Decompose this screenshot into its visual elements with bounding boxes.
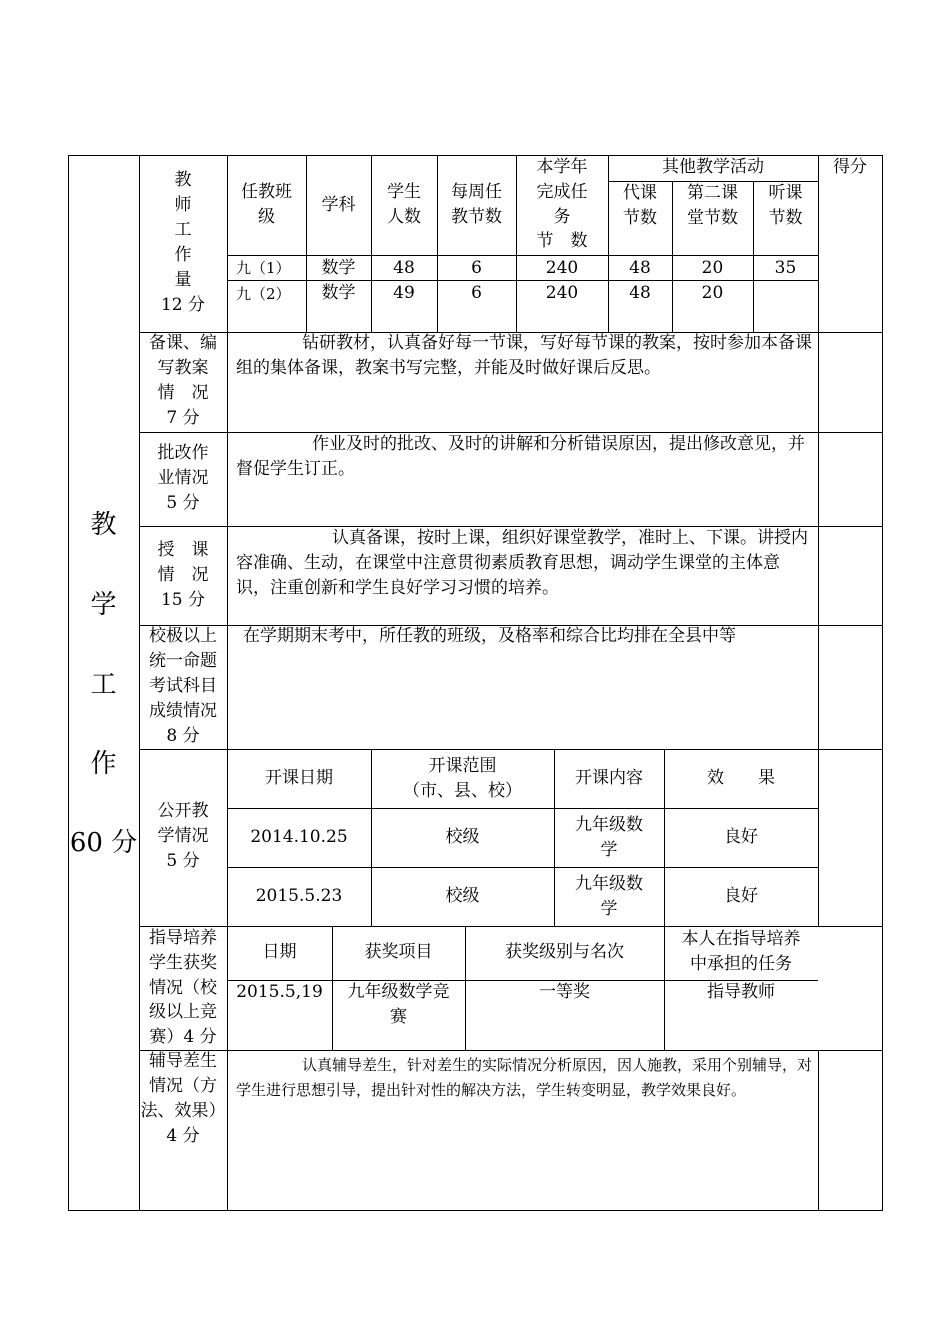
- homework-text: 作业及时的批改、及时的讲解和分析错误原因，提出修改意见，并督促学生订正。: [236, 434, 805, 479]
- header-weekly: 教节数: [451, 207, 502, 227]
- exam-text: 在学期期末考中，所任教的班级，及格率和综合比均排在全县中等: [243, 626, 736, 646]
- row-weekly: 6: [471, 258, 482, 278]
- guidance-date: 2015.5,19: [236, 982, 323, 1002]
- row-students: 49: [393, 283, 415, 303]
- tutoring-text: 认真辅导差生，针对差生的实际情况分析原因，因人施教，采用个别辅导，对学生进行思想引导，提出针对性的解决方法，学生转变明显，教学效果良好。: [236, 1056, 813, 1099]
- row-substitute: 48: [629, 258, 651, 278]
- row-students: 48: [393, 258, 415, 278]
- row-weekly: 6: [471, 283, 482, 303]
- lesson-prep-label: 7 分: [166, 408, 200, 428]
- header-term: 务: [553, 207, 571, 227]
- row-second: 20: [701, 283, 724, 303]
- homework-label: 5 分: [166, 493, 200, 513]
- row-observe: 35: [774, 258, 797, 278]
- exam-label: 考试科目: [149, 676, 217, 696]
- guidance-level: 一等奖: [539, 982, 590, 1002]
- header-students: 人数: [387, 207, 421, 227]
- workload-label: 作: [174, 245, 192, 265]
- open-class-header-scope: 开课范围: [428, 756, 497, 776]
- section-title-char: 教: [90, 510, 117, 540]
- open-class-content: 九年级数: [575, 815, 643, 835]
- teaching-label: 情 况: [157, 565, 209, 585]
- guidance-label: 指导培养: [149, 928, 217, 948]
- header-observe: 听课: [768, 183, 803, 203]
- header-substitute: 代课: [623, 183, 657, 203]
- homework-label: 业情况: [157, 468, 209, 488]
- open-class-content: 学: [600, 840, 618, 860]
- exam-label: 统一命题: [149, 651, 217, 671]
- guidance-header-date: 日期: [262, 942, 297, 962]
- header-second-class: 第二课: [687, 183, 738, 203]
- guidance-header-item: 获奖项目: [364, 942, 433, 962]
- tutoring-label: 法、效果）: [140, 1101, 226, 1121]
- guidance-label: 赛）4 分: [149, 1027, 217, 1047]
- row-term: 240: [545, 283, 579, 303]
- section-title-char: 工: [90, 670, 117, 700]
- guidance-item: 赛: [390, 1007, 407, 1027]
- header-substitute: 节数: [623, 208, 657, 228]
- open-class-header-effect: 效 果: [707, 768, 775, 788]
- guidance-role: 指导教师: [707, 982, 775, 1002]
- header-term: 本学年: [536, 157, 588, 177]
- row-substitute: 48: [629, 283, 651, 303]
- workload-label: 工: [174, 220, 192, 240]
- open-class-scope: 校级: [445, 886, 480, 906]
- open-class-content: 九年级数: [575, 874, 643, 894]
- guidance-label: 级以上竞: [149, 1002, 217, 1022]
- open-class-date: 2015.5.23: [255, 886, 343, 906]
- header-score: 得分: [833, 157, 867, 177]
- open-class-effect: 良好: [724, 886, 758, 906]
- header-students: 学生: [387, 182, 421, 202]
- lesson-prep-label: 备课、编: [149, 333, 217, 353]
- header-class: 任教班: [241, 182, 292, 202]
- header-other-activities: 其他教学活动: [662, 157, 764, 177]
- teaching-label: 授 课: [157, 540, 209, 560]
- header-term: 节 数: [536, 231, 588, 251]
- guidance-label: 学生获奖: [149, 953, 217, 973]
- guidance-header-level: 获奖级别与名次: [505, 942, 624, 962]
- exam-label: 校极以上: [149, 626, 217, 646]
- open-class-date: 2014.10.25: [250, 827, 348, 847]
- workload-label: 教: [174, 170, 192, 190]
- row-second: 20: [701, 258, 724, 278]
- tutoring-label: 4 分: [166, 1126, 200, 1146]
- open-class-label: 公开教: [157, 801, 209, 821]
- open-class-header-scope: （市、县、校）: [403, 781, 522, 801]
- homework-label: 批改作: [157, 443, 209, 463]
- header-class: 级: [258, 207, 275, 227]
- workload-label: 量: [174, 270, 192, 290]
- teaching-text: 认真备课，按时上课，组织好课堂教学，准时上、下课。讲授内容准确、生动，在课堂中注意贯彻素质教育思想，调动学生课堂的主体意识，注重创新和学生良好学习习惯的培养。: [236, 528, 808, 598]
- header-term: 完成任: [536, 182, 588, 202]
- lesson-prep-text: 钻研教材，认真备好每一节课，写好每节课的教案，按时参加本备课组的集体备课，教案书写完整，并能及时做好课后反思。: [236, 333, 812, 378]
- section-title-char: 学: [90, 590, 117, 620]
- exam-label: 8 分: [166, 726, 200, 746]
- open-class-label: 学情况: [157, 826, 209, 846]
- section-score: 60 分: [69, 828, 138, 858]
- exam-label: 成绩情况: [149, 701, 217, 721]
- lesson-prep-label: 情 况: [157, 383, 209, 403]
- open-class-header-content: 开课内容: [575, 768, 643, 788]
- open-class-label: 5 分: [166, 851, 200, 871]
- row-subject: 数学: [321, 258, 356, 278]
- open-class-effect: 良好: [724, 827, 758, 847]
- row-class: 九（1）: [236, 259, 291, 277]
- open-class-scope: 校级: [445, 827, 480, 847]
- header-subject: 学科: [321, 195, 356, 215]
- open-class-content: 学: [600, 899, 618, 919]
- guidance-label: 情况（校: [149, 978, 217, 998]
- tutoring-label: 辅导差生: [149, 1051, 217, 1071]
- teaching-label: 15 分: [160, 590, 206, 610]
- guidance-header-role: 本人在指导培养: [681, 929, 801, 949]
- open-class-header-date: 开课日期: [265, 768, 333, 788]
- lesson-prep-label: 写教案: [157, 358, 209, 378]
- row-term: 240: [545, 258, 579, 278]
- workload-label: 师: [174, 195, 192, 215]
- header-second-class: 堂节数: [687, 208, 738, 228]
- row-subject: 数学: [321, 283, 356, 303]
- guidance-item: 九年级数学竞: [347, 982, 450, 1002]
- workload-score: 12 分: [160, 295, 206, 315]
- header-observe: 节数: [768, 208, 803, 228]
- row-class: 九（2）: [236, 285, 291, 303]
- tutoring-label: 情况（方: [149, 1076, 217, 1096]
- section-title-char: 作: [90, 749, 117, 779]
- guidance-header-role: 中承担的任务: [690, 954, 792, 974]
- header-weekly: 每周任: [451, 182, 502, 202]
